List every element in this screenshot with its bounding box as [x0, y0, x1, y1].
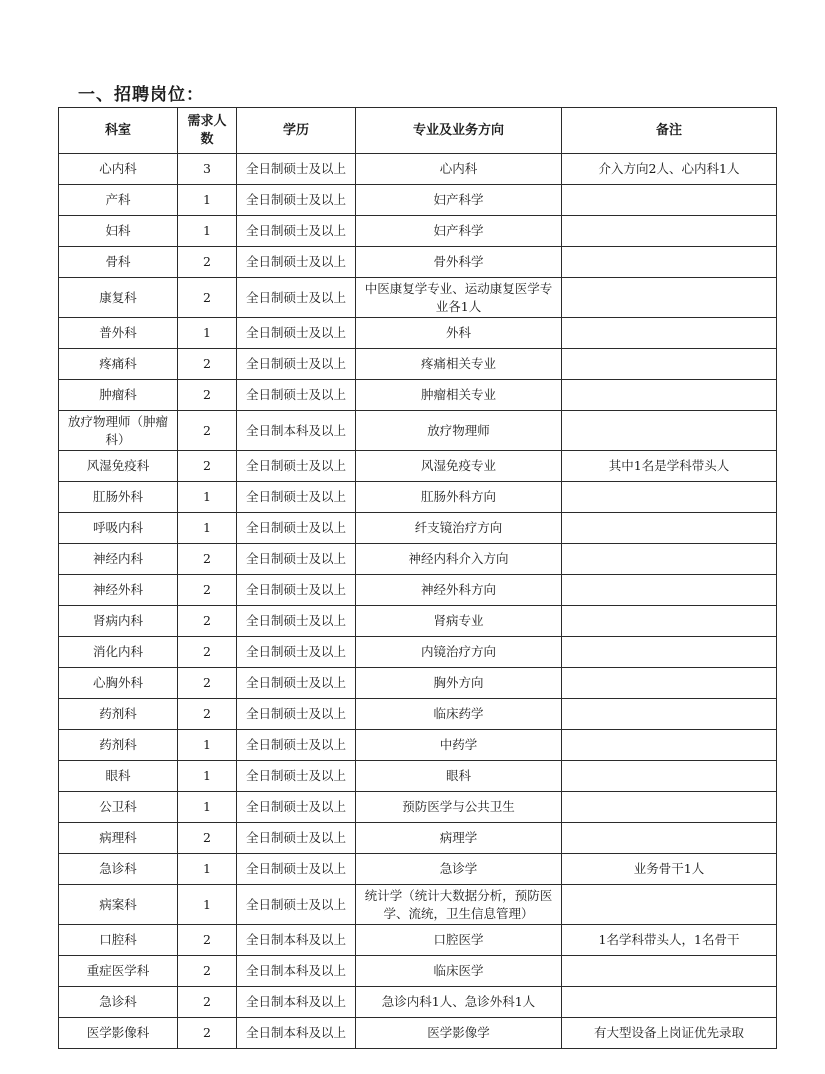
table-row	[59, 185, 777, 216]
cell-dept: 神经内科	[59, 544, 178, 575]
cell-dept: 康复科	[59, 278, 178, 318]
cell-edu: 全日制硕士及以上	[237, 699, 356, 730]
table-row	[59, 318, 777, 349]
cell-major: 肾病专业	[356, 606, 562, 637]
cell-num: 1	[178, 761, 237, 792]
cell-num: 1	[178, 854, 237, 885]
cell-major: 统计学（统计大数据分析，预防医学、流统，卫生信息管理）	[356, 885, 562, 925]
cell-note: 1名学科带头人，1名骨干	[562, 925, 777, 956]
table-row	[59, 925, 777, 956]
cell-edu: 全日制硕士及以上	[237, 247, 356, 278]
cell-edu: 全日制硕士及以上	[237, 575, 356, 606]
cell-edu: 全日制硕士及以上	[237, 823, 356, 854]
cell-num: 2	[178, 544, 237, 575]
cell-major: 疼痛相关专业	[356, 349, 562, 380]
cell-major: 神经内科介入方向	[356, 544, 562, 575]
table-row	[59, 575, 777, 606]
cell-num: 1	[178, 216, 237, 247]
table-row	[59, 987, 777, 1018]
cell-num: 2	[178, 699, 237, 730]
table-row	[59, 411, 777, 451]
cell-major: 妇产科学	[356, 216, 562, 247]
cell-edu: 全日制硕士及以上	[237, 318, 356, 349]
header-num: 需求人数	[178, 108, 237, 154]
cell-edu: 全日制硕士及以上	[237, 482, 356, 513]
cell-note	[562, 668, 777, 699]
table-row	[59, 451, 777, 482]
cell-note: 其中1名是学科带头人	[562, 451, 777, 482]
table-row	[59, 380, 777, 411]
cell-major: 肛肠外科方向	[356, 482, 562, 513]
cell-num: 2	[178, 956, 237, 987]
cell-note	[562, 349, 777, 380]
cell-edu: 全日制硕士及以上	[237, 451, 356, 482]
cell-num: 2	[178, 823, 237, 854]
table-row	[59, 761, 777, 792]
cell-note: 介入方向2人、心内科1人	[562, 154, 777, 185]
cell-edu: 全日制硕士及以上	[237, 154, 356, 185]
cell-dept: 神经外科	[59, 575, 178, 606]
cell-num: 2	[178, 668, 237, 699]
cell-num: 1	[178, 792, 237, 823]
cell-note	[562, 792, 777, 823]
cell-edu: 全日制硕士及以上	[237, 637, 356, 668]
table-row	[59, 544, 777, 575]
table-row	[59, 792, 777, 823]
cell-note	[562, 575, 777, 606]
cell-note	[562, 380, 777, 411]
cell-num: 2	[178, 247, 237, 278]
cell-num: 1	[178, 482, 237, 513]
header-dept: 科室	[59, 108, 178, 154]
cell-note	[562, 730, 777, 761]
cell-edu: 全日制硕士及以上	[237, 885, 356, 925]
cell-note	[562, 482, 777, 513]
cell-num: 2	[178, 380, 237, 411]
cell-num: 2	[178, 1018, 237, 1049]
cell-major: 病理学	[356, 823, 562, 854]
table-row	[59, 956, 777, 987]
cell-edu: 全日制硕士及以上	[237, 513, 356, 544]
section-title: 一、招聘岗位：	[78, 85, 204, 105]
cell-edu: 全日制本科及以上	[237, 1018, 356, 1049]
cell-num: 1	[178, 318, 237, 349]
cell-note	[562, 637, 777, 668]
cell-major: 口腔医学	[356, 925, 562, 956]
table-row	[59, 699, 777, 730]
cell-edu: 全日制硕士及以上	[237, 380, 356, 411]
cell-dept: 急诊科	[59, 854, 178, 885]
cell-dept: 消化内科	[59, 637, 178, 668]
cell-note	[562, 761, 777, 792]
cell-edu: 全日制硕士及以上	[237, 730, 356, 761]
recruitment-table	[58, 107, 777, 1049]
cell-note	[562, 185, 777, 216]
cell-num: 2	[178, 606, 237, 637]
cell-note	[562, 247, 777, 278]
cell-major: 中医康复学专业、运动康复医学专业各1人	[356, 278, 562, 318]
cell-note	[562, 318, 777, 349]
header-edu: 学历	[237, 108, 356, 154]
cell-num: 1	[178, 513, 237, 544]
cell-major: 心内科	[356, 154, 562, 185]
cell-dept: 普外科	[59, 318, 178, 349]
cell-num: 2	[178, 349, 237, 380]
cell-dept: 呼吸内科	[59, 513, 178, 544]
cell-major: 内镜治疗方向	[356, 637, 562, 668]
cell-note	[562, 278, 777, 318]
cell-num: 1	[178, 730, 237, 761]
cell-edu: 全日制本科及以上	[237, 987, 356, 1018]
cell-edu: 全日制硕士及以上	[237, 854, 356, 885]
table-row	[59, 1018, 777, 1049]
table-header-row	[59, 108, 777, 154]
cell-dept: 药剂科	[59, 730, 178, 761]
cell-note: 有大型设备上岗证优先录取	[562, 1018, 777, 1049]
table-row	[59, 823, 777, 854]
table-body	[59, 154, 777, 1049]
cell-edu: 全日制硕士及以上	[237, 278, 356, 318]
cell-major: 胸外方向	[356, 668, 562, 699]
cell-dept: 重症医学科	[59, 956, 178, 987]
cell-major: 眼科	[356, 761, 562, 792]
cell-dept: 药剂科	[59, 699, 178, 730]
cell-dept: 口腔科	[59, 925, 178, 956]
cell-note	[562, 885, 777, 925]
cell-major: 中药学	[356, 730, 562, 761]
cell-dept: 肛肠外科	[59, 482, 178, 513]
cell-note	[562, 823, 777, 854]
cell-major: 放疗物理师	[356, 411, 562, 451]
cell-note	[562, 956, 777, 987]
cell-edu: 全日制硕士及以上	[237, 349, 356, 380]
cell-dept: 急诊科	[59, 987, 178, 1018]
table-row	[59, 730, 777, 761]
cell-note: 业务骨干1人	[562, 854, 777, 885]
cell-major: 纤支镜治疗方向	[356, 513, 562, 544]
cell-dept: 眼科	[59, 761, 178, 792]
cell-dept: 病案科	[59, 885, 178, 925]
cell-dept: 妇科	[59, 216, 178, 247]
cell-note	[562, 544, 777, 575]
cell-major: 外科	[356, 318, 562, 349]
cell-edu: 全日制本科及以上	[237, 411, 356, 451]
cell-edu: 全日制硕士及以上	[237, 544, 356, 575]
cell-edu: 全日制硕士及以上	[237, 185, 356, 216]
cell-dept: 风湿免疫科	[59, 451, 178, 482]
cell-num: 2	[178, 411, 237, 451]
cell-note	[562, 513, 777, 544]
cell-major: 医学影像学	[356, 1018, 562, 1049]
cell-num: 2	[178, 925, 237, 956]
cell-dept: 医学影像科	[59, 1018, 178, 1049]
cell-dept: 肾病内科	[59, 606, 178, 637]
table-row	[59, 247, 777, 278]
table-row	[59, 349, 777, 380]
cell-num: 2	[178, 278, 237, 318]
cell-major: 妇产科学	[356, 185, 562, 216]
cell-edu: 全日制硕士及以上	[237, 761, 356, 792]
cell-note	[562, 699, 777, 730]
table-row	[59, 513, 777, 544]
cell-num: 1	[178, 185, 237, 216]
cell-note	[562, 606, 777, 637]
cell-major: 急诊学	[356, 854, 562, 885]
table-row	[59, 637, 777, 668]
cell-major: 骨外科学	[356, 247, 562, 278]
cell-major: 预防医学与公共卫生	[356, 792, 562, 823]
cell-note	[562, 216, 777, 247]
cell-edu: 全日制硕士及以上	[237, 606, 356, 637]
table-row	[59, 216, 777, 247]
table-row	[59, 278, 777, 318]
cell-dept: 骨科	[59, 247, 178, 278]
table-row	[59, 154, 777, 185]
cell-num: 2	[178, 637, 237, 668]
cell-num: 1	[178, 885, 237, 925]
cell-dept: 病理科	[59, 823, 178, 854]
cell-note	[562, 987, 777, 1018]
header-note: 备注	[562, 108, 777, 154]
cell-dept: 公卫科	[59, 792, 178, 823]
cell-dept: 心内科	[59, 154, 178, 185]
table-row	[59, 885, 777, 925]
header-major: 专业及业务方向	[356, 108, 562, 154]
table-row	[59, 668, 777, 699]
table-row	[59, 854, 777, 885]
cell-edu: 全日制硕士及以上	[237, 216, 356, 247]
cell-dept: 放疗物理师（肿瘤科）	[59, 411, 178, 451]
cell-major: 神经外科方向	[356, 575, 562, 606]
table-row	[59, 482, 777, 513]
cell-edu: 全日制本科及以上	[237, 956, 356, 987]
cell-major: 肿瘤相关专业	[356, 380, 562, 411]
cell-num: 3	[178, 154, 237, 185]
cell-major: 临床药学	[356, 699, 562, 730]
cell-major: 急诊内科1人、急诊外科1人	[356, 987, 562, 1018]
cell-num: 2	[178, 987, 237, 1018]
cell-num: 2	[178, 451, 237, 482]
cell-num: 2	[178, 575, 237, 606]
cell-dept: 肿瘤科	[59, 380, 178, 411]
cell-dept: 心胸外科	[59, 668, 178, 699]
cell-edu: 全日制硕士及以上	[237, 668, 356, 699]
cell-dept: 产科	[59, 185, 178, 216]
cell-edu: 全日制硕士及以上	[237, 792, 356, 823]
cell-note	[562, 411, 777, 451]
table-row	[59, 606, 777, 637]
cell-major: 临床医学	[356, 956, 562, 987]
cell-major: 风湿免疫专业	[356, 451, 562, 482]
cell-dept: 疼痛科	[59, 349, 178, 380]
cell-edu: 全日制本科及以上	[237, 925, 356, 956]
